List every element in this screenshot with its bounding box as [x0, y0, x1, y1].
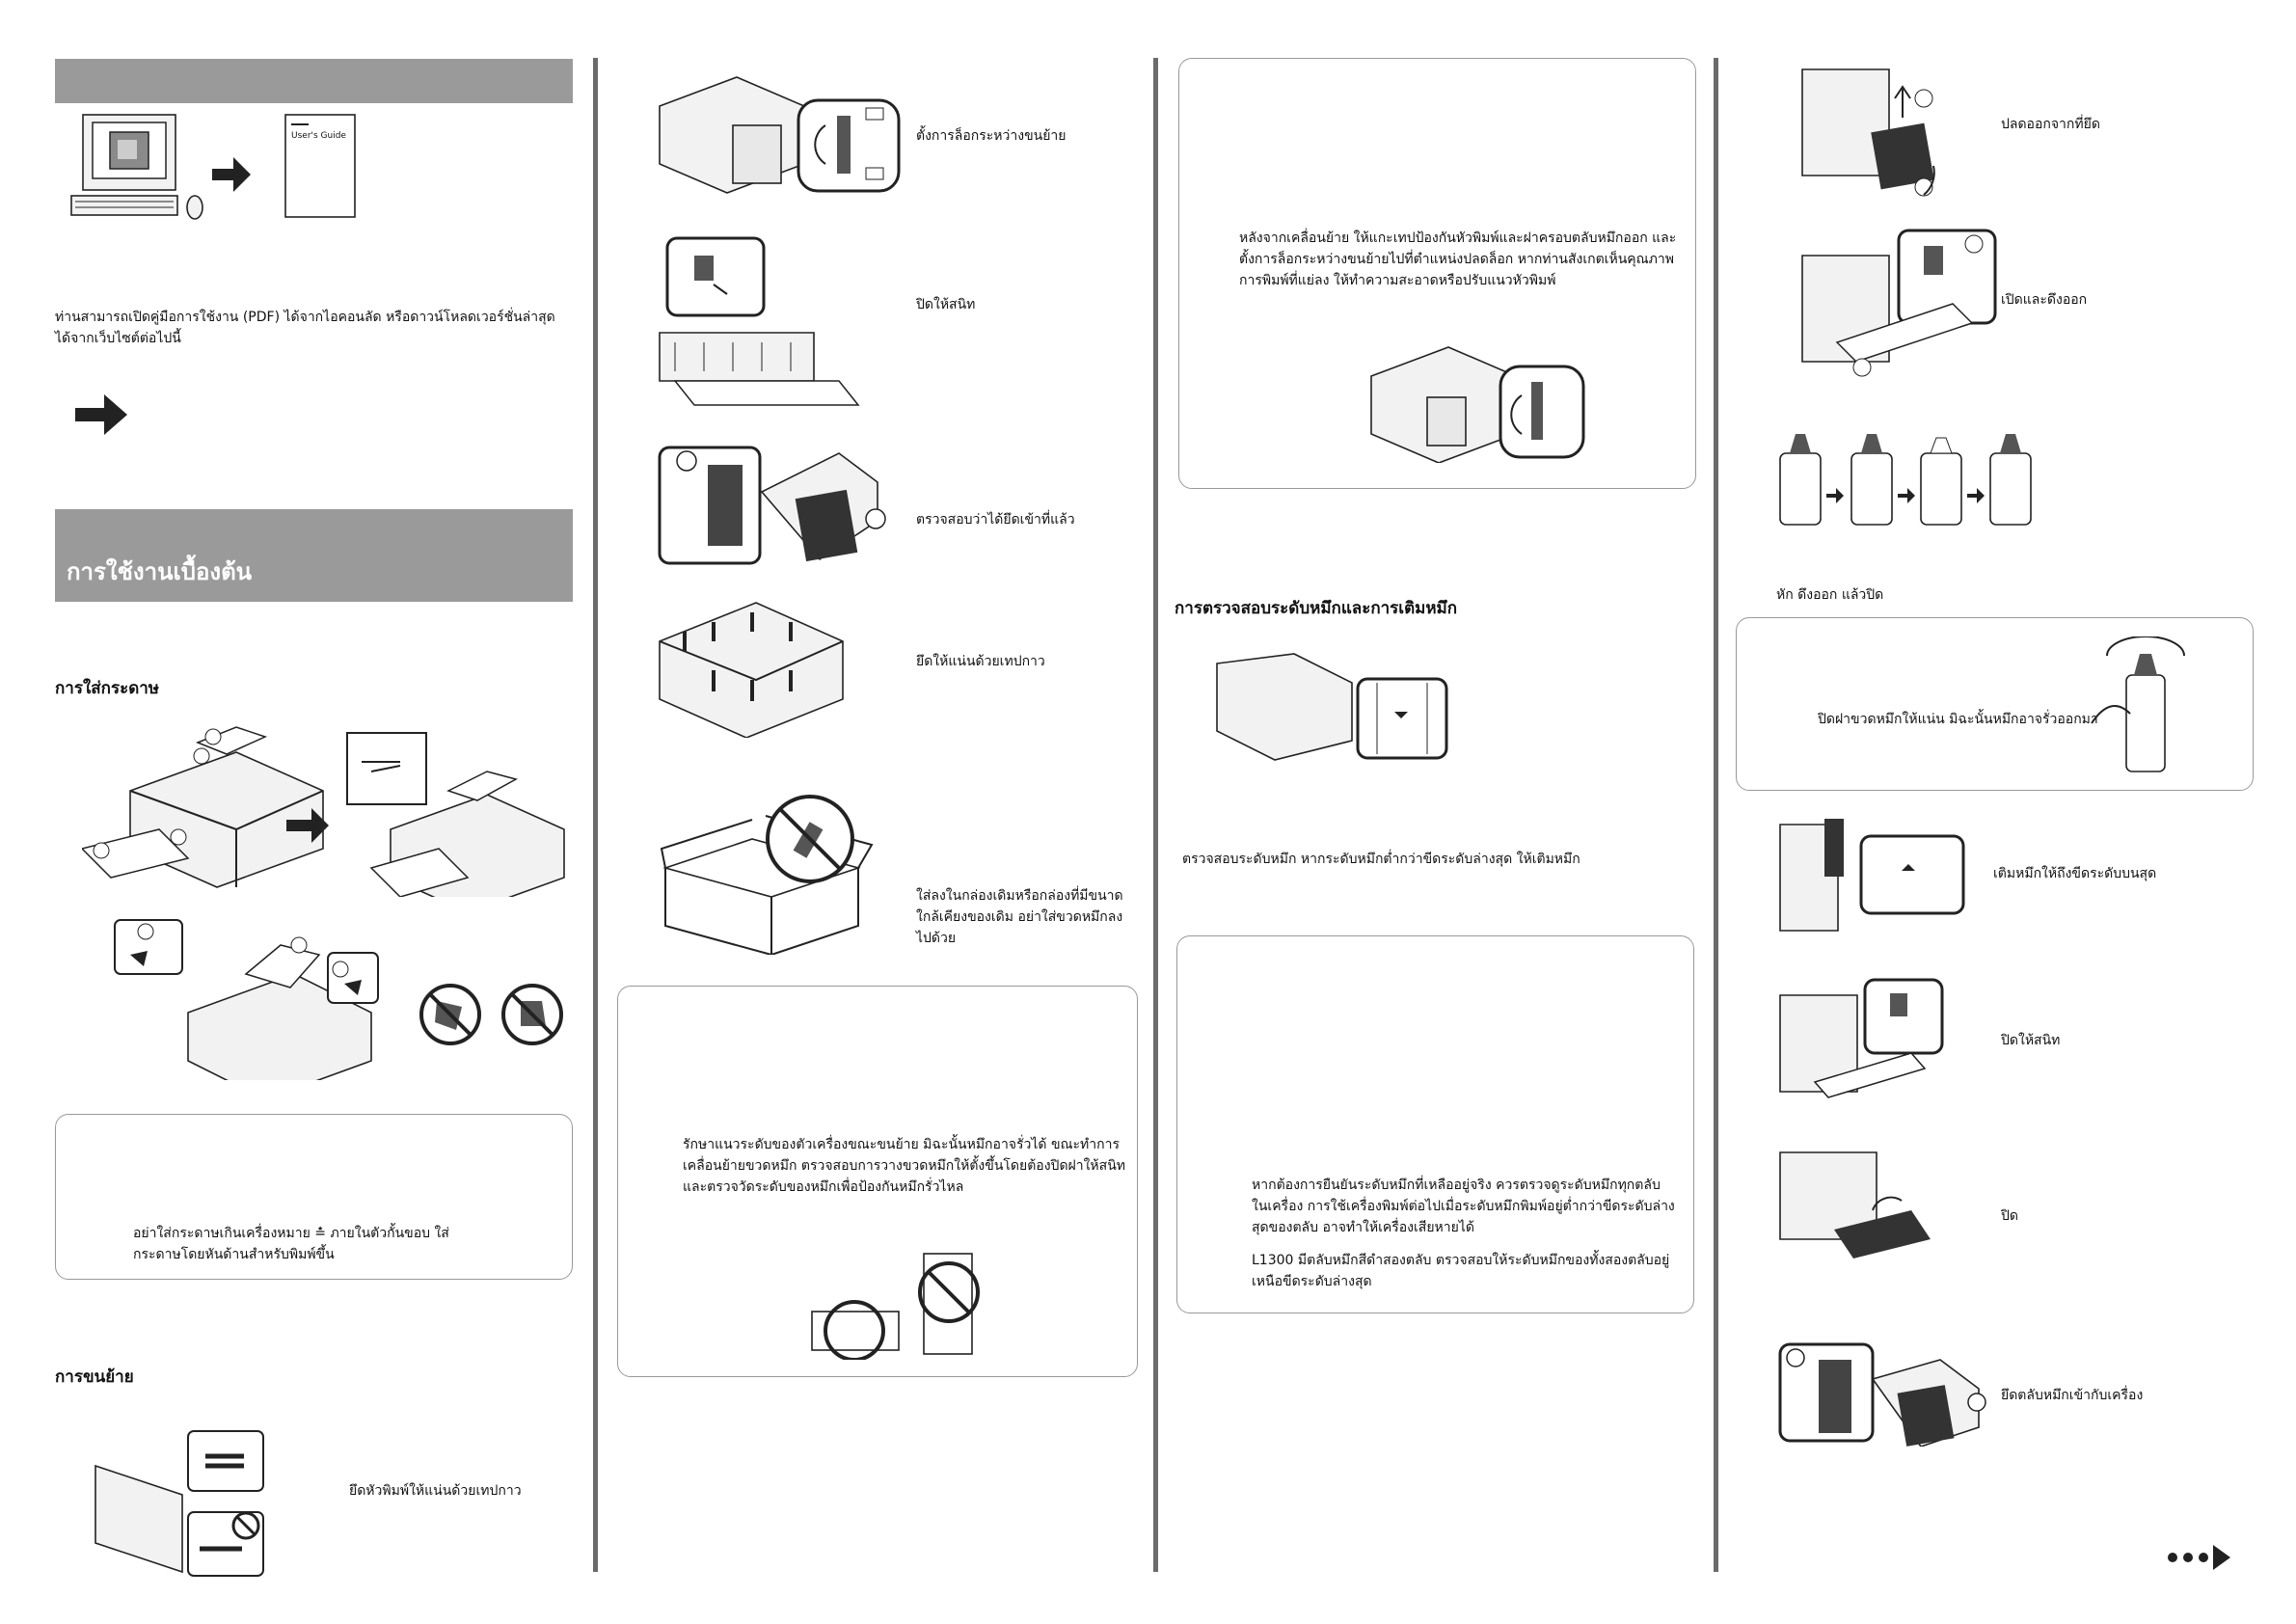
close-tight-2-illustration — [1776, 976, 1950, 1101]
step-check-secured-text: ตรวจสอบว่าได้ยึดเข้าที่แล้ว — [916, 512, 1075, 528]
open-pull-illustration — [1798, 227, 2001, 381]
pdf-manual-text: ท่านสามารถเปิดคู่มือการใช้งาน (PDF) ได้จากไอคอนลัด หรือดาวน์โหลดเวอร์ชั่นล่าสุดได้จากเว็บไซต์ต่อไปนี้ — [55, 310, 555, 346]
step-close-tight-text: ปิดให้สนิท — [916, 297, 976, 312]
step-unhook-text: ปลดออกจากที่ยึด — [2001, 117, 2100, 132]
top-header-bar — [55, 59, 573, 103]
after-move-note-text: หลังจากเคลื่อนย้าย ให้แกะเทปป้องกันหัวพิมพ์และฝาครอบตลับหมึกออก และตั้งการล็อกระหว่างขนย้ายไปที่ตำแหน่งปลดล็อก หากท่านสังเกตเห็นคุณภาพการพิมพ์ที่แย่ลง ให้ทำความสะอาดหรือปรับแนวหัวพิมพ์ — [1239, 230, 1677, 288]
step-box-text: ใส่ลงในกล่องเดิมหรือกล่องที่มีขนาดใกล้เคียงของเดิม อย่าใส่ขวดหมึกลงไปด้วย — [916, 888, 1123, 946]
computer-manual-illustration — [68, 111, 366, 227]
step-close-tight-2-text: ปิดให้สนิท — [2001, 1033, 2061, 1048]
step-transport-lock-text: ตั้งการล็อกระหว่างขนย้าย — [916, 128, 1067, 144]
column-divider-2 — [1153, 58, 1158, 1572]
check-secured-illustration — [656, 434, 897, 569]
loading-paper-heading: การใส่กระดาษ — [55, 679, 159, 698]
ink-heading: การตรวจสอบระดับหมึกและการเติมหมึก — [1175, 599, 1458, 618]
unlock-illustration — [1367, 338, 1589, 463]
level-note-text: รักษาแนวระดับของตัวเครื่องขณะขนย้าย มิฉะนั้นหมึกอาจรั่วได้ ขณะทำการเคลื่อนย้ายขวดหมึก ตรวจสอบการวางขวดหมึกให้ตั้งขึ้นโดยต้องปิดฝาให้สนิท และตรวจวัดระดับของหมึกเพื่อป้องกันหมึกรั่วไหล — [683, 1137, 1126, 1195]
column-divider-3 — [1714, 58, 1718, 1572]
column-divider-1 — [593, 58, 598, 1572]
loading-paper-illustration — [82, 723, 583, 897]
tape-illustration — [656, 593, 849, 738]
step-open-pull-text: เปิดและดึงออก — [2001, 292, 2088, 308]
check-ink-text: ตรวจสอบระดับหมึก หากระดับหมึกต่ำกว่าขีดระดับล่างสุด ให้เติมหมึก — [1182, 852, 1580, 867]
step-break-remove-close-text: หัก ดึงออก แล้วปิด — [1776, 587, 1884, 603]
secure-print-head-text: ยึดหัวพิมพ์ให้แน่นด้วยเทปกาว — [349, 1483, 522, 1499]
paper-note-text: อย่าใส่กระดาษเกินเครื่องหมาย ≛ ภายในตัวกั้นขอบ ใส่กระดาษโดยหันด้านสำหรับพิมพ์ขึ้น — [133, 1226, 449, 1262]
ink-level-illustration — [1213, 644, 1454, 770]
website-arrow-icon — [73, 391, 131, 439]
close-tight-illustration — [656, 236, 868, 410]
next-page-dots-icon — [2165, 1543, 2232, 1572]
transport-lock-illustration — [656, 68, 906, 203]
attach-unit-illustration — [1776, 1340, 1988, 1447]
unhook-illustration — [1798, 60, 1972, 204]
step-attach-unit-text: ยึดตลับหมึกเข้ากับเครื่อง — [2001, 1388, 2144, 1403]
close-cover-illustration — [1776, 1143, 1950, 1268]
manual-booklet-label: User's Guide — [291, 131, 346, 141]
ink-note-text-1: หากต้องการยืนยันระดับหมึกที่เหลืออยู่จริง ควรตรวจดูระดับหมึกทุกตลับในเครื่อง การใช้เครื่องพิมพ์ต่อไปเมื่อระดับหมึกพิมพ์อยู่ต่ำกว่าขีดระดับล่างสุดของตลับ อาจทำให้เครื่องเสียหายได้ — [1252, 1177, 1675, 1235]
cap-tighten-illustration — [2088, 636, 2194, 781]
basic-operations-title: การใช้งานเบื้องต้น — [67, 558, 253, 585]
secure-print-head-illustration — [92, 1427, 280, 1582]
step-close-text: ปิด — [2001, 1208, 2018, 1224]
ink-note-text-2: L1300 มีตลับหมึกสีดำสองตลับ ตรวจสอบให้ระดับหมึกของทั้งสองตลับอยู่เหนือขีดระดับล่างสุด — [1252, 1253, 1670, 1289]
basic-operations-bar — [55, 509, 573, 602]
fill-ink-illustration — [1776, 815, 1969, 940]
cap-note-text: ปิดฝาขวดหมึกให้แน่น มิฉะนั้นหมึกอาจรั่วออกมา — [1818, 712, 2098, 727]
step-fill-upper-text: เติมหมึกให้ถึงขีดระดับบนสุด — [1993, 866, 2157, 881]
no-tilt-illustration — [808, 1234, 991, 1360]
paper-guide-illustration — [111, 916, 574, 1080]
transport-heading: การขนย้าย — [55, 1367, 134, 1387]
ink-bottle-steps-illustration — [1776, 417, 2037, 528]
step-tape-text: ยึดให้แน่นด้วยเทปกาว — [916, 654, 1045, 669]
box-illustration — [656, 791, 878, 955]
